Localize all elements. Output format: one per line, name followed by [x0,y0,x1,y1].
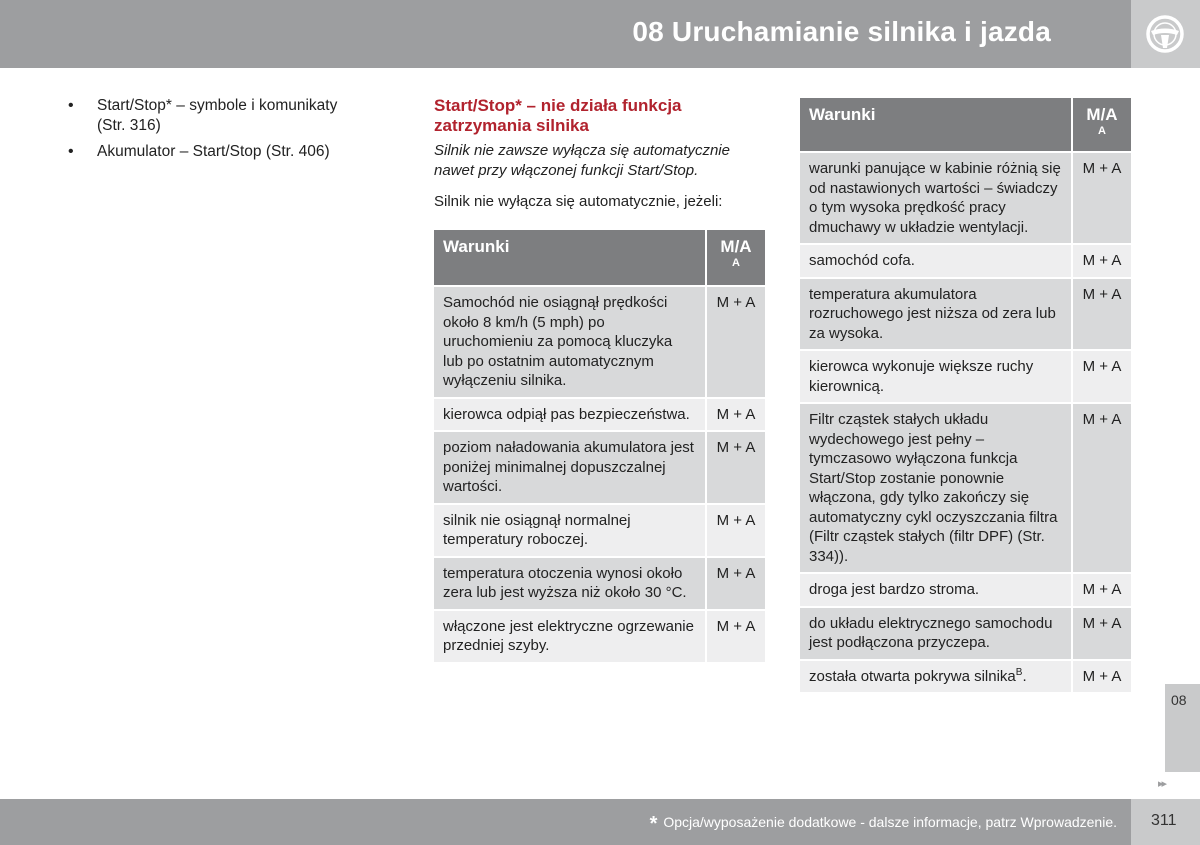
condition-cell [800,659,1071,693]
ma-cell: M + A [705,503,765,556]
conditions-table-left [434,230,765,662]
condition-cell: do układu elektrycznego samochodu jest podłączona przyczepa. [800,606,1071,659]
table-row [800,402,1131,572]
condition-cell: kierowca odpiął pas bezpieczeństwa. [434,397,705,431]
table-row [800,606,1131,659]
ma-cell: M + A [705,430,765,503]
condition-cell: droga jest bardzo stroma. [800,572,1071,606]
steering-wheel-icon [1145,14,1185,54]
table-row [800,659,1131,693]
asterisk-marker: * [649,813,658,835]
table-row [434,503,765,556]
table-row [800,243,1131,277]
page-number-box [1131,799,1200,845]
ma-cell: M + A [1071,349,1131,402]
table-row [800,349,1131,402]
condition-cell: warunki panujące w kabinie różnią się od nastawionych wartości – świadczy o tym wysoka prędkość pracy dmuchawy w układzie wentylacji. [800,151,1071,243]
footer-note [650,813,1117,836]
ma-cell: M + A [1071,659,1131,693]
column-header-ma [1071,98,1131,151]
table-row [434,609,765,662]
ma-cell: M + A [705,609,765,662]
page-number: 311 [1151,812,1177,829]
ma-cell: M + A [1071,572,1131,606]
ma-header-label: M/A [720,237,752,256]
footer-bar [0,799,1131,845]
column-header-conditions: Warunki [800,98,1071,151]
ma-cell: M + A [705,397,765,431]
related-link[interactable]: • Start/Stop* – symbole i komunikaty (Str. 316) [68,96,368,136]
condition-cell: temperatura otoczenia wynosi około zera lub jest wyższa niż około 30 °C. [434,556,705,609]
ma-cell: M + A [1071,402,1131,572]
condition-cell: Filtr cząstek stałych układu wydechowego jest pełny – tymczasowo wyłączona funkcja Start/Stop zostanie ponownie włączona, gdy tylko zakończy się automatyczny cykl oczyszczania filtra (Filtr cząstek stałych (filtr DPF) (Str. 334)). [800,402,1071,572]
ma-header-sub: A [1098,125,1106,137]
table-row [800,572,1131,606]
chapter-side-tab-label: 08 [1171,692,1187,708]
table-row [800,277,1131,350]
footnote-marker: B [1015,666,1023,678]
ma-cell: M + A [705,556,765,609]
condition-cell: poziom naładowania akumulatora jest poniżej minimalnej dopuszczalnej wartości. [434,430,705,503]
table-row [434,397,765,431]
ma-header-label: M/A [1086,105,1118,124]
column-header-ma [705,230,765,285]
related-links-list [68,96,368,168]
ma-cell: M + A [1071,151,1131,243]
table-row [434,285,765,397]
condition-text: została otwarta pokrywa silnika [809,667,1016,685]
header-icon-box [1131,0,1200,68]
section-intro: Silnik nie wyłącza się automatycznie, jeżeli: [434,193,723,210]
ma-cell: M + A [1071,277,1131,350]
conditions-table-right [800,98,1131,692]
related-link[interactable]: • Akumulator – Start/Stop (Str. 406) [68,142,368,162]
footer-note-text: Opcja/wyposażenie dodatkowe - dalsze informacje, patrz Wprowadzenie. [663,814,1117,830]
ma-cell: M + A [705,285,765,397]
ma-header-sub: A [732,257,740,269]
chapter-title: 08 Uruchamianie silnika i jazda [632,16,1051,47]
header-bar [0,0,1131,68]
condition-cell: temperatura akumulatora rozruchowego jest niższa od zera lub za wysoka. [800,277,1071,350]
table-row [434,430,765,503]
ma-cell: M + A [1071,243,1131,277]
table-row [434,556,765,609]
condition-cell: silnik nie osiągnął normalnej temperatury roboczej. [434,503,705,556]
ma-cell: M + A [1071,606,1131,659]
condition-cell: włączone jest elektryczne ogrzewanie przedniej szyby. [434,609,705,662]
condition-cell: Samochód nie osiągnął prędkości około 8 km/h (5 mph) po uruchomieniu za pomocą kluczyka lub po ostatnim automatycznym wyłączeniu silnika. [434,285,705,397]
condition-cell: kierowca wykonuje większe ruchy kierownicą. [800,349,1071,402]
section-intro-italic: Silnik nie zawsze wyłącza się automatycznie nawet przy włączonej funkcji Start/Stop. [434,142,730,179]
chapter-side-tab[interactable] [1165,684,1200,772]
table-row [800,151,1131,243]
condition-cell: samochód cofa. [800,243,1071,277]
condition-suffix: . [1022,667,1027,685]
column-header-conditions: Warunki [434,230,705,285]
section-title: Start/Stop* – nie działa funkcja zatrzymania silnika [434,96,682,135]
continue-arrows-icon: ▸▸ [1158,778,1166,790]
